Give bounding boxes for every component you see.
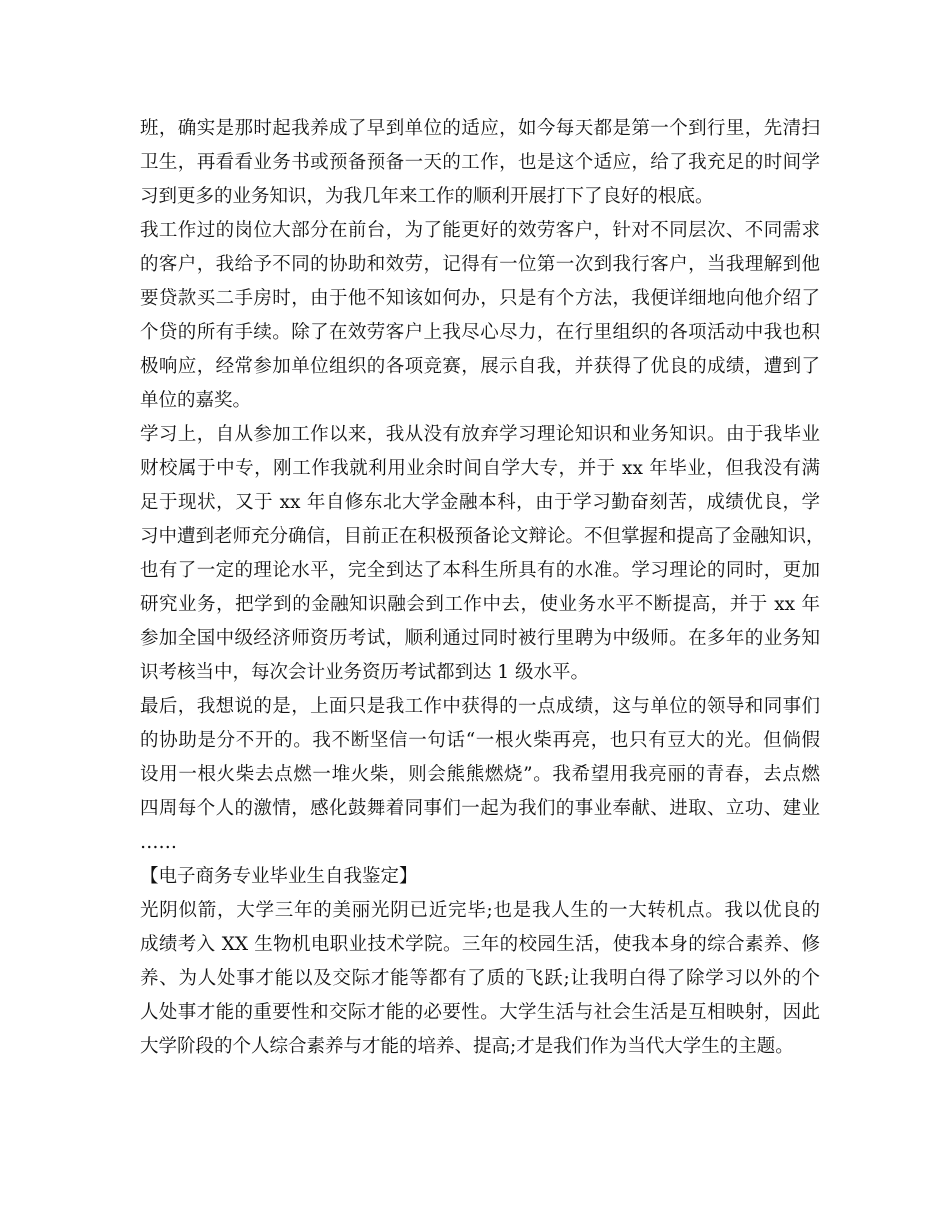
- text-line: 成绩考入 XX 生物机电职业技术学院。三年的校园生活，使我本身的综合素养、修: [140, 934, 820, 955]
- text-line: 单位的嘉奖。: [140, 390, 252, 411]
- text-line: 个贷的所有手续。除了在效劳客户上我尽心尽力，在行里组织的各项活动中我也积: [140, 322, 820, 343]
- text-line: 四周每个人的激情，感化鼓舞着同事们一起为我们的事业奉献、进取、立功、建业: [140, 798, 820, 819]
- text-line: 也有了一定的理论水平，完全到达了本科生所具有的水准。学习理论的同时，更加: [140, 560, 820, 581]
- text-line: 识考核当中，每次会计业务资历考试都到达 1 级水平。: [140, 662, 590, 683]
- text-line: 习中遭到老师充分确信，目前正在积极预备论文辩论。不但掌握和提高了金融知识，: [140, 526, 825, 547]
- text-line: 设用一根火柴去点燃一堆火柴，则会熊熊燃烧”。我希望用我亮丽的青春，去点燃: [140, 764, 820, 785]
- text-line: ……: [140, 832, 177, 853]
- text-line: 的协助是分不开的。我不断坚信一句话“一根火柴再亮，也只有豆大的光。但倘假: [140, 730, 820, 751]
- text-line: 光阴似箭，大学三年的美丽光阴已近完毕;也是我人生的一大转机点。我以优良的: [140, 900, 820, 921]
- section-heading: 【电子商务专业毕业生自我鉴定】: [140, 866, 418, 887]
- text-line: 大学阶段的个人综合素养与才能的培养、提高;才是我们作为当代大学生的主题。: [140, 1036, 794, 1057]
- text-line: 学习上，自从参加工作以来，我从没有放弃学习理论知识和业务知识。由于我毕业: [140, 424, 820, 445]
- text-line: 足于现状，又于 xx 年自修东北大学金融本科，由于学习勤奋刻苦，成绩优良，学: [140, 492, 820, 513]
- text-line: 最后，我想说的是，上面只是我工作中获得的一点成绩，这与单位的领导和同事们: [140, 696, 820, 717]
- text-line: 我工作过的岗位大部分在前台，为了能更好的效劳客户，针对不同层次、不同需求: [140, 220, 820, 241]
- text-line: 卫生，再看看业务书或预备预备一天的工作，也是这个适应，给了我充足的时间学: [140, 152, 820, 173]
- text-line: 养、为人处事才能以及交际才能等都有了质的飞跃;让我明白得了除学习以外的个: [140, 968, 820, 989]
- text-line: 研究业务，把学到的金融知识融会到工作中去，使业务水平不断提高，并于 xx 年: [140, 594, 820, 615]
- text-line: 要贷款买二手房时，由于他不知该如何办，只是有个方法，我便详细地向他介绍了: [140, 288, 820, 309]
- text-line: 财校属于中专，刚工作我就利用业余时间自学大专，并于 xx 年毕业，但我没有满: [140, 458, 820, 479]
- text-line: 极响应，经常参加单位组织的各项竞赛，展示自我，并获得了优良的成绩，遭到了: [140, 356, 820, 377]
- document-body: [140, 112, 825, 1064]
- text-line: 班，确实是那时起我养成了早到单位的适应，如今每天都是第一个到行里，先清扫: [140, 118, 820, 139]
- text-line: 参加全国中级经济师资历考试，顺利通过同时被行里聘为中级师。在多年的业务知: [140, 628, 820, 649]
- text-line: 的客户，我给予不同的协助和效劳，记得有一位第一次到我行客户，当我理解到他: [140, 254, 820, 275]
- text-line: 人处事才能的重要性和交际才能的必要性。大学生活与社会生活是互相映射，因此: [140, 1002, 820, 1023]
- text-line: 习到更多的业务知识，为我几年来工作的顺利开展打下了良好的根底。: [140, 186, 714, 207]
